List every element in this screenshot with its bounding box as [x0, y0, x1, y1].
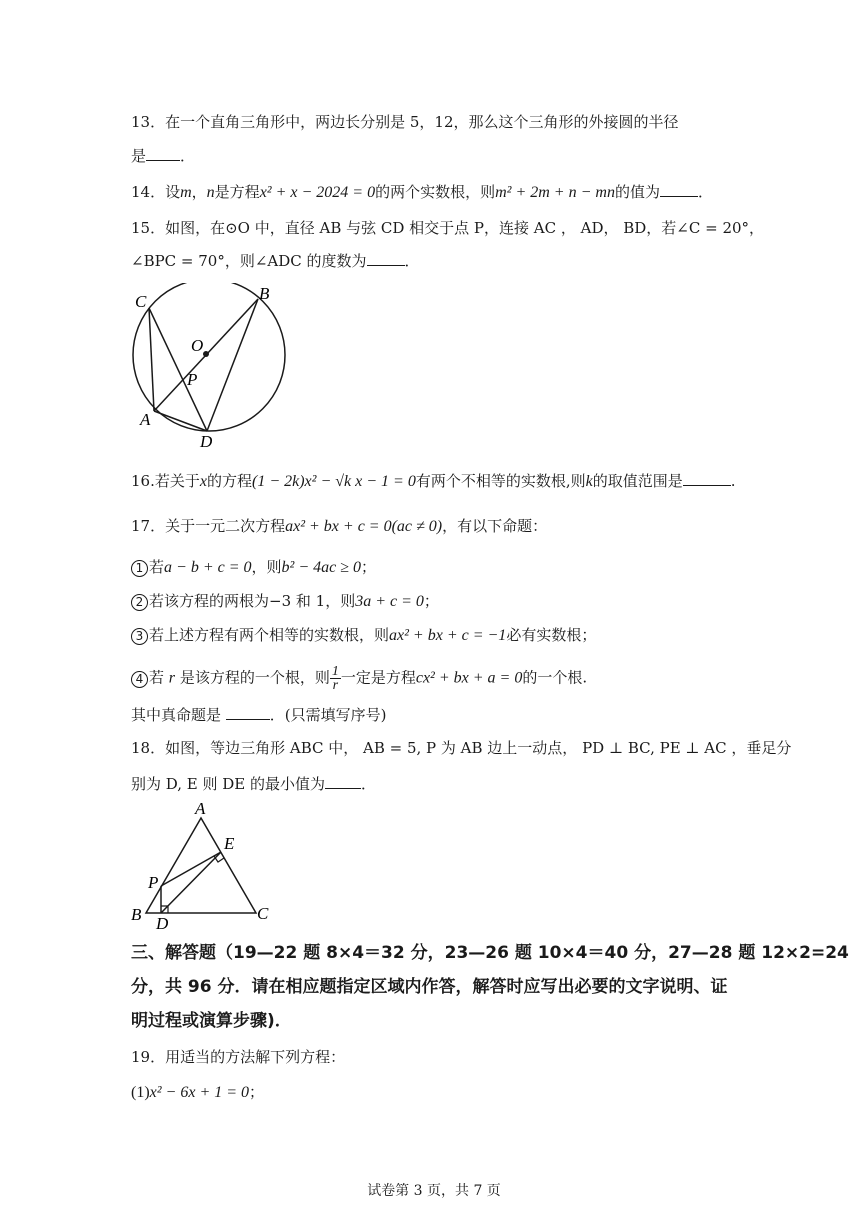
segment-de [161, 852, 221, 913]
q17-item-3-math1: ax² + bx + c = −1 [389, 627, 507, 644]
q17-answer-prefix: 其中真命题是 [131, 706, 222, 724]
q15-line1: 15．如图，在⊙O 中，直径 AB 与弦 CD 相交于点 P，连接 AC ， AD， BD，若∠C = 20°， [131, 219, 765, 237]
q14-suffix: 的值为 [614, 183, 660, 201]
q17-intro-equation: ax² + bx + c = 0(ac ≠ 0) [285, 518, 443, 535]
q14-equation: x² + x − 2024 = 0 [259, 184, 376, 201]
segment-pe [161, 852, 221, 886]
q16-equation: (1 − 2k)x² − √k x − 1 = 0 [251, 473, 416, 490]
q13-answer-blank[interactable] [146, 146, 180, 161]
q16-suffix: 的取值范围是 [592, 472, 683, 490]
q17-item-3-number: 3 [131, 628, 148, 645]
q15-line2-suffix: ． [404, 252, 420, 270]
q17-item-2 [131, 591, 439, 612]
q14-mid: 是方程 [214, 183, 260, 201]
label-c: C [257, 904, 269, 923]
q17-item-1-text1: 若 [149, 558, 165, 576]
page-footer: 试卷第 3 页，共 7 页 [367, 1183, 501, 1199]
q14-prefix: 14．设 [131, 183, 181, 201]
label-e: E [224, 834, 235, 853]
q16-answer-blank[interactable] [683, 471, 731, 486]
q13-line1: 13．在一个直角三角形中，两边长分别是 5，12，那么这个三角形的外接圆的半径 [131, 113, 679, 131]
q15-line2-prefix: ∠BPC = 70°，则∠ADC 的度数为 [131, 252, 367, 270]
q13-line2 [131, 146, 195, 166]
q14-mid2: 的两个实数根，则 [375, 183, 496, 201]
q17-item-2-math1: 3a + c = 0 [355, 593, 424, 610]
q18-answer-blank[interactable] [325, 774, 361, 789]
label-p: P [148, 873, 159, 892]
section3-heading-line3: 明过程或演算步骤)． [131, 1011, 292, 1031]
label-d: D [200, 432, 213, 451]
q14-sep: ， [191, 183, 207, 201]
q17-answer-blank[interactable] [226, 705, 270, 720]
q17-intro-suffix: ，有以下命题： [442, 517, 548, 535]
q14-answer-blank[interactable] [660, 182, 698, 197]
q18-triangle-figure [128, 798, 278, 930]
q17-item-2-number: 2 [131, 594, 148, 611]
label-d: D [156, 914, 169, 930]
q18-line2-suffix: ． [361, 775, 377, 793]
segment-ac [149, 308, 154, 411]
q14-expression: m² + 2m + n − mn [495, 184, 615, 201]
q17-item-4-text3: 一定是方程 [340, 668, 416, 687]
label-p: P [187, 370, 198, 389]
label-o: O [191, 336, 204, 355]
q16-prefix: 16.若关于 [131, 472, 200, 490]
q15-answer-blank[interactable] [367, 251, 405, 266]
q15-circle-figure [125, 283, 295, 453]
q18-line2 [131, 774, 376, 794]
q16-var-x: x [199, 473, 207, 490]
q17-item-2-text1: 若该方程的两根为−3 和 1，则 [149, 592, 356, 610]
q16-var-k: k [585, 473, 593, 490]
fraction-denominator: r [332, 678, 339, 693]
section3-heading-line2: 分，共 96 分．请在相应题指定区域内作答，解答时应写出必要的文字说明、证 [131, 977, 728, 997]
q19-part1 [131, 1082, 264, 1103]
q14-end: ． [697, 183, 713, 201]
q17-item-1 [131, 557, 376, 578]
q14-line [131, 182, 713, 203]
q17-item-4 [131, 665, 587, 692]
q19-part1-equation: x² − 6x + 1 = 0 [149, 1084, 250, 1101]
q17-item-4-var-r: r [168, 669, 176, 687]
q16-mid2: 有两个不相等的实数根,则 [415, 472, 586, 490]
q17-item-4-math: cx² + bx + a = 0 [415, 669, 523, 687]
q17-item-4-text2: 是该方程的一个根，则 [179, 668, 330, 687]
label-b: B [131, 905, 142, 924]
q17-answer-suffix: ．(只需填写序号) [269, 706, 387, 724]
q17-intro [131, 516, 547, 537]
triangle-abc [146, 818, 256, 913]
q17-item-2-text2: ； [423, 592, 439, 610]
section3-heading-line1: 三、解答题（19—22 题 8×4＝32 分，23—26 题 10×4＝40 分，27—28 题 12×2=24 [131, 943, 849, 963]
q17-item-4-text4: 的一个根. [522, 668, 588, 687]
q17-item-4-fraction [330, 665, 341, 692]
q19-intro: 19．用适当的方法解下列方程： [131, 1048, 346, 1066]
q17-item-1-math1: a − b + c = 0 [164, 559, 252, 576]
q18-line2-prefix: 别为 D, E 则 DE 的最小值为 [131, 775, 326, 793]
q16-line [131, 471, 736, 492]
q18-line1: 18．如图，等边三角形 ABC 中， AB = 5, P 为 AB 边上一动点， PD ⊥ BC, PE ⊥ AC ，垂足分 [131, 739, 792, 757]
q15-line2 [131, 251, 420, 271]
q19-part1-label: (1) [131, 1084, 150, 1101]
q13-line2-suffix: ． [180, 147, 196, 165]
center-point [203, 351, 209, 357]
q19-part1-end: ； [249, 1083, 265, 1101]
q14-var-m: m [180, 184, 192, 201]
q17-item-3-text1: 若上述方程有两个相等的实数根，则 [149, 626, 390, 644]
q13-line2-prefix: 是 [131, 147, 147, 165]
q16-end: . [730, 472, 736, 490]
q16-mid: 的方程 [206, 472, 252, 490]
q17-answer-line [131, 705, 387, 725]
label-a: A [140, 410, 151, 429]
q17-item-3 [131, 625, 596, 646]
label-a: A [195, 799, 206, 818]
q17-item-3-text2: 必有实数根； [506, 626, 597, 644]
q14-var-n: n [206, 184, 215, 201]
q17-intro-prefix: 17．关于一元二次方程 [131, 517, 286, 535]
label-c: C [135, 292, 147, 311]
q17-item-1-text3: ； [361, 558, 377, 576]
label-b: B [259, 284, 270, 303]
q17-item-1-text2: ，则 [251, 558, 282, 576]
segment-bd [207, 299, 258, 431]
q17-item-4-number: 4 [131, 671, 148, 688]
q17-item-4-text1: 若 [149, 668, 165, 687]
fraction-numerator: 1 [331, 664, 339, 679]
q17-item-1-math2: b² − 4ac ≥ 0 [281, 559, 362, 576]
q17-item-1-number: 1 [131, 560, 148, 577]
